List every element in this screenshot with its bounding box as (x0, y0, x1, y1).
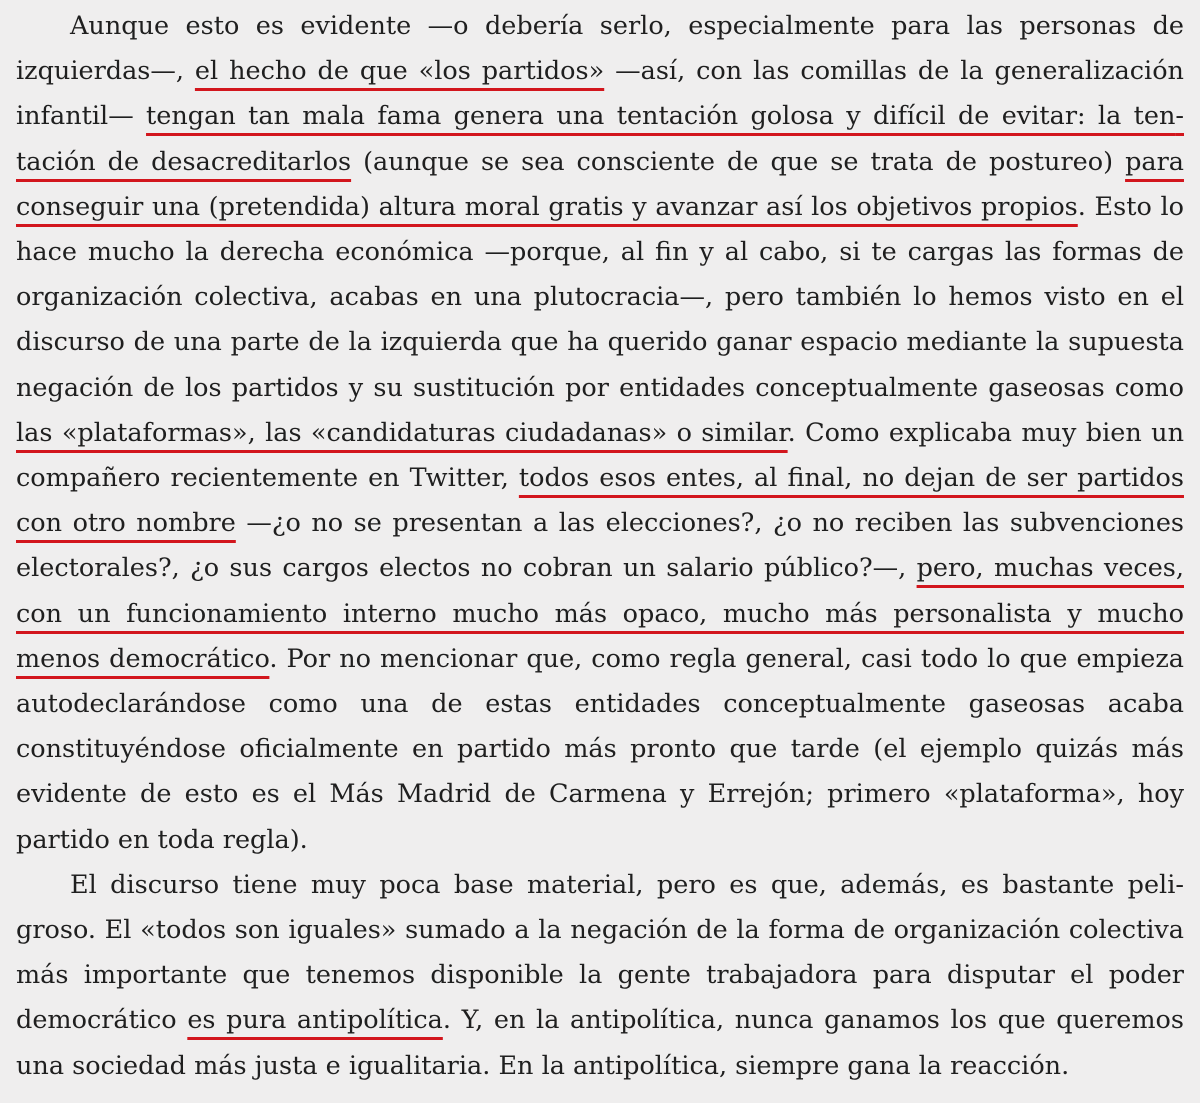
text-segment: . Como explicaba muy bien un compañero recientemente en Twitter, (16, 417, 1184, 494)
paragraph-1 (16, 4, 1184, 863)
text-segment: . Por no mencionar que, como regla general, casi todo lo que empieza autodeclarándose como una de estas entidades conceptualmente gaseosas acaba constituyéndose oficialmente en partido más pronto que tarde (el ejemplo quizás más evidente de esto es el Más Madrid de Carmena y Errejón; primero «plataforma», hoy partido en toda regla). (16, 643, 1184, 855)
underlined-text: tengan tan mala fama genera una tentación golosa y difícil de evitar: la tentación de desacreditarlos (16, 101, 1184, 177)
text-segment: . Esto lo hace mucho la derecha económica —porque, al fin y al cabo, si te cargas las formas de organización colectiva, acabas en una plutocracia—, pero también lo hemos visto en el discurso de una parte de la izquierda que ha querido ganar espacio mediante la supuesta negación de los partidos y su sustitución por entidades conceptualmente gaseosas como (16, 191, 1184, 403)
text-segment: —¿o no se presentan a las elecciones?, ¿o no reciben las subvenciones electorales?, ¿o sus cargos electos no cobran un salario público?—, (16, 508, 1184, 584)
underlined-text: el hecho de que «los partidos» (194, 56, 605, 87)
text-segment: (aunque se sea consciente de que se trata de postureo) (351, 146, 1126, 177)
underlined-text: pero, muchas veces, con un funcionamiento interno mucho más opaco, mucho más personalista y mucho menos democrático (16, 553, 1184, 674)
text-segment: El discurso tiene muy poca base material, pero es que, además, es bastante peligroso. El «todos son iguales» sumado a la negación de la forma de organización colectiva más importante que tenemos disponible la gente trabajadora para disputar el poder democrático (16, 869, 1184, 1036)
text-segment: . Y, en la antipolítica, nunca ganamos los que queremos una sociedad más justa e igualitaria. En la antipolítica, siempre gana la reacción. (16, 1005, 1184, 1081)
underlined-text: para conseguir una (pretendida) altura moral gratis y avanzar así los objetivos propios (16, 146, 1184, 222)
text-segment: —así, con las comillas de la generalización infantil— (16, 56, 1184, 132)
underlined-text: las «plataformas», las «candidaturas ciudadanas» o similar (16, 417, 788, 448)
text-segment: Aunque esto es evidente —o debería serlo, especialmente para las personas de izquierdas—, (16, 11, 1184, 87)
paragraph-2 (16, 863, 1184, 1089)
underlined-text: es pura antipolítica (187, 1005, 443, 1036)
underlined-text: todos esos entes, al final, no dejan de ser partidos con otro nombre (16, 463, 1184, 539)
